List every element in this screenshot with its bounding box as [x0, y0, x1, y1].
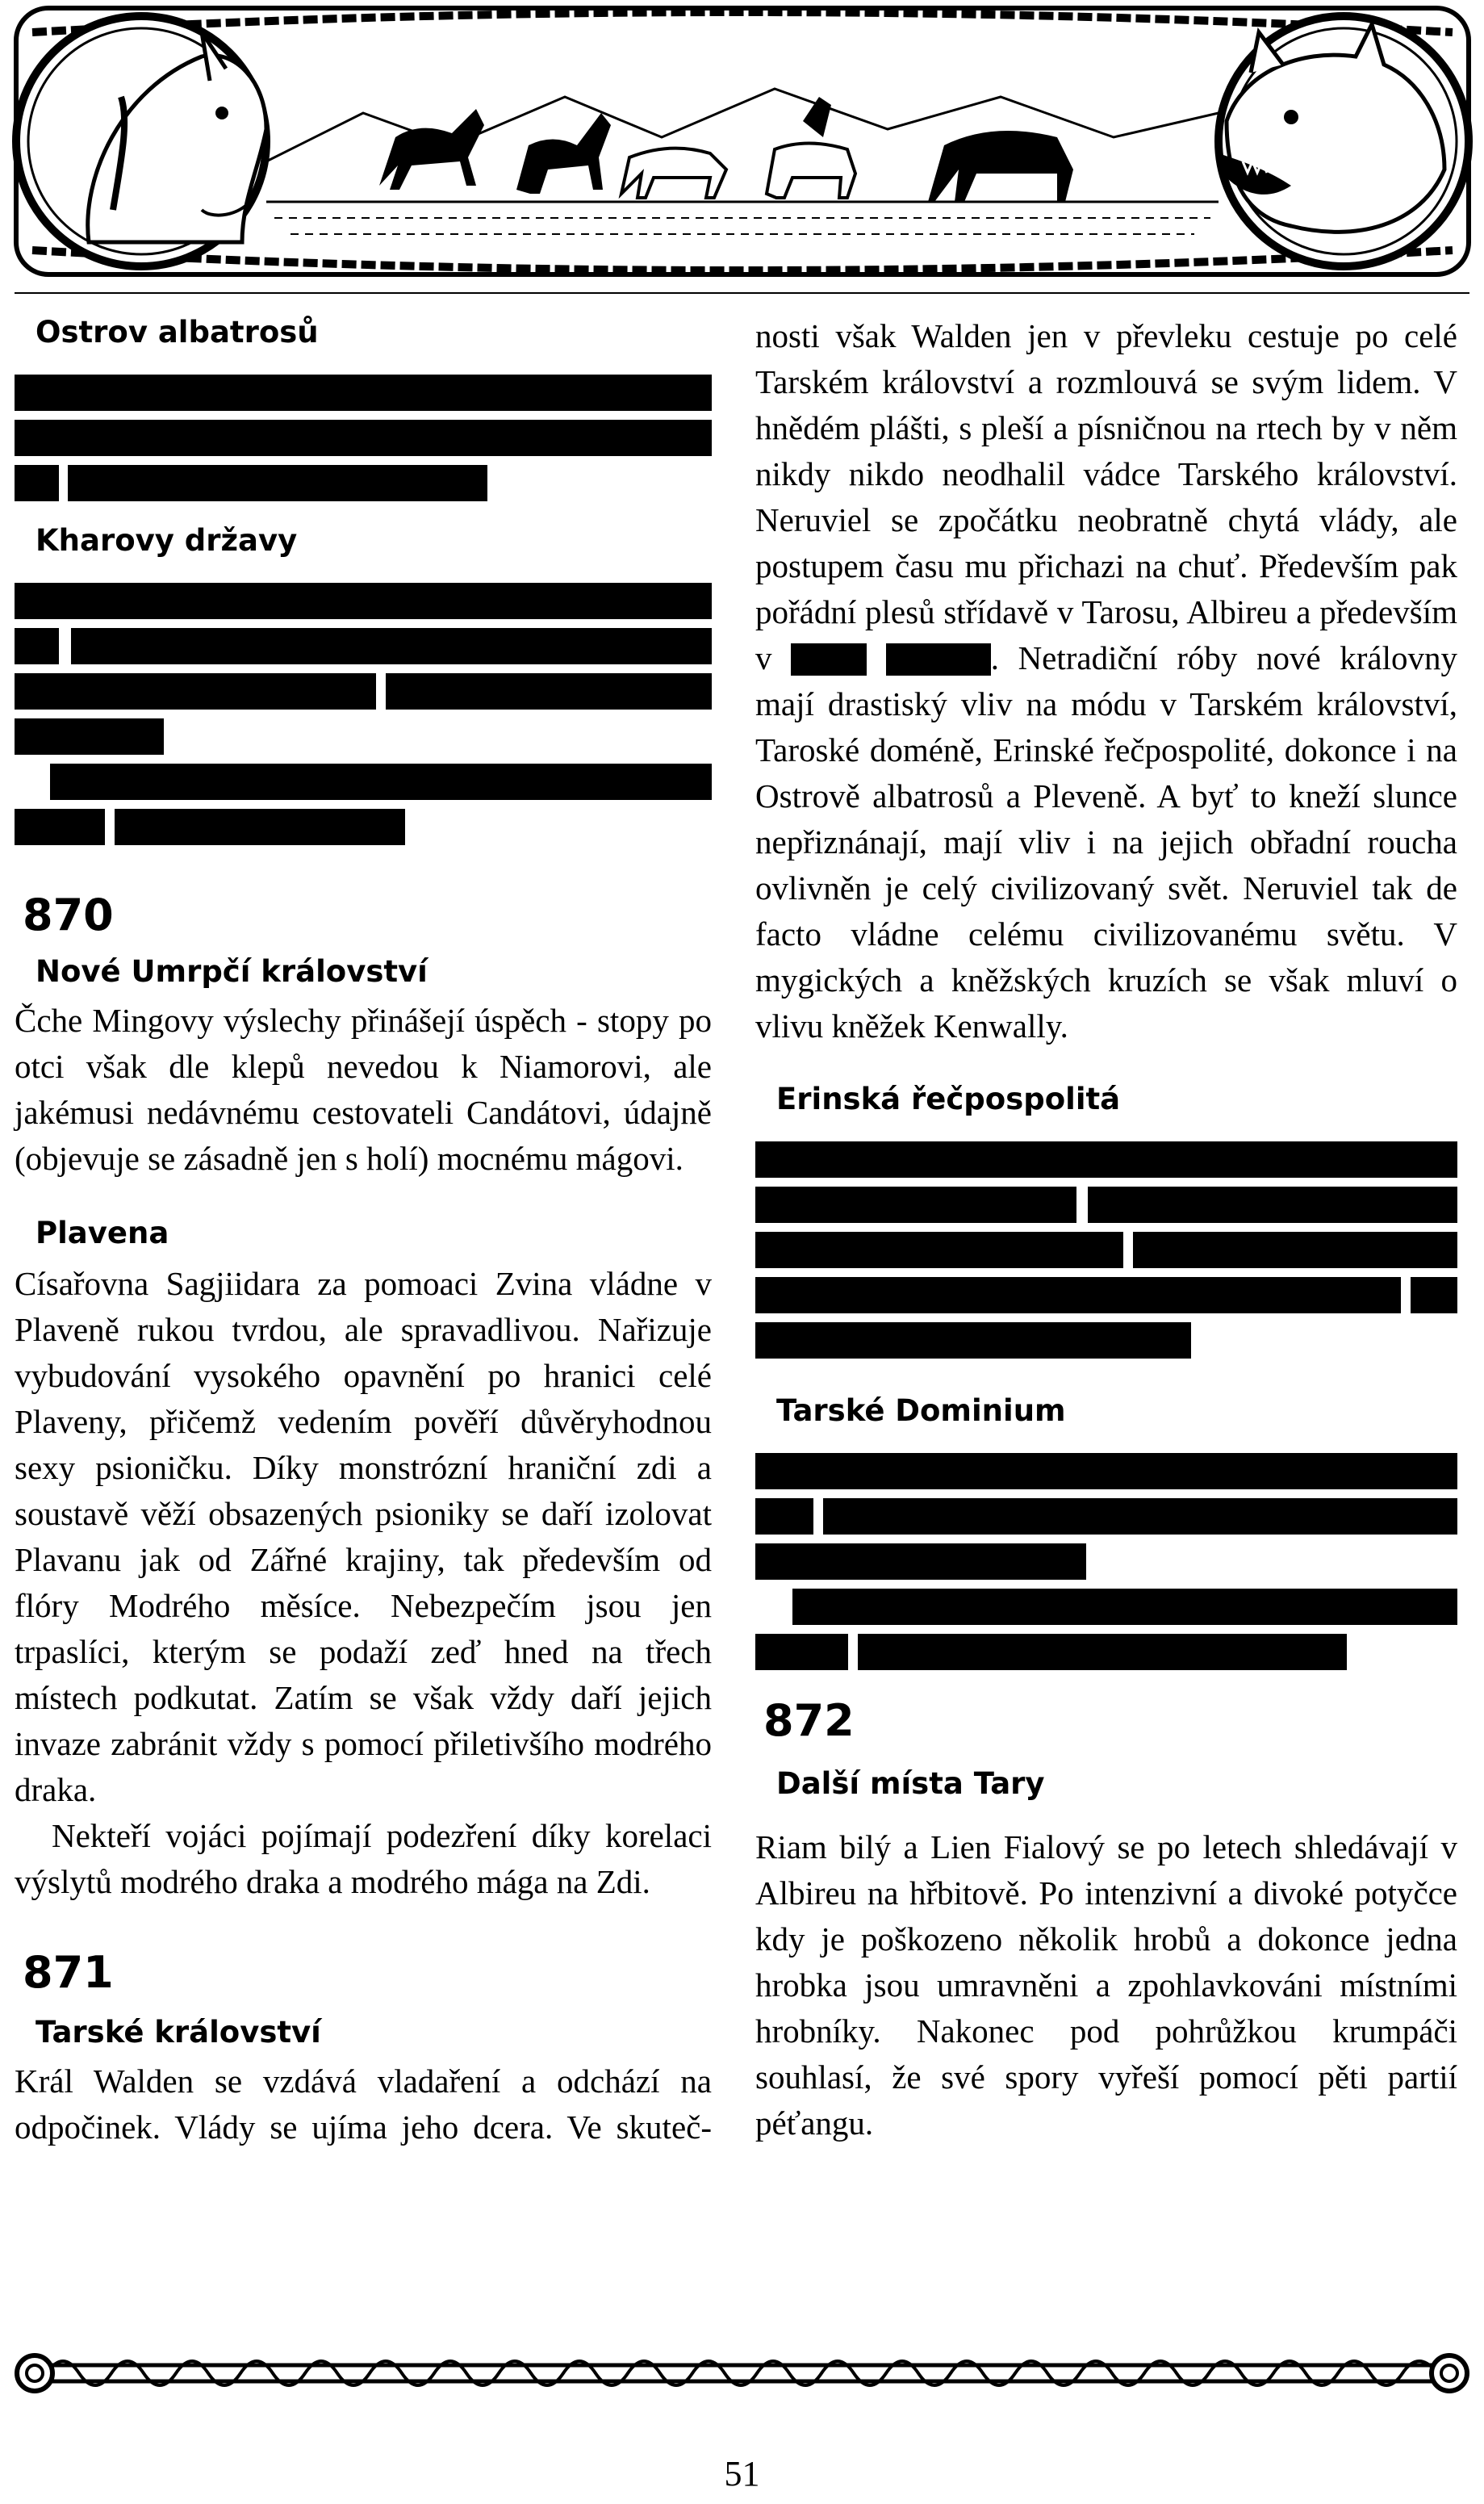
redaction-bar	[755, 1277, 1401, 1313]
page-number: 51	[724, 2454, 760, 2494]
paragraph-871-text-b: . Netradiční róby nové královny mají drastiský vliv na módu v Tarském království, Taroské doméně, Erinské řečpospolité, dokonce i na Ostrově albatrosů a Pleveně. A byť to kneží slunce nepřiznánají, mají vliv i na jejich obřadní roucha ovlivněn je celý civilizovaný svět. Neruviel tak de facto vládne celému civilizovanému světu. V mygických a kněžských kruzích se však mluví o vlivu kněžek Kenwally.	[755, 639, 1458, 1045]
redaction-bar	[755, 1634, 848, 1670]
redaction-bar	[71, 628, 712, 664]
redaction-bar	[755, 1453, 1457, 1489]
redaction-bar	[15, 673, 376, 710]
section-heading-erinska: Erinská řečpospolitá	[776, 1082, 1121, 1116]
paragraph-plavena-2: Nekteří vojáci pojímají podezření díky korelaci výslytů modrého draka a modrého mága na Zdi.	[15, 1817, 712, 1900]
horse-head-medallion-icon	[16, 16, 266, 266]
redaction-bar	[755, 1498, 813, 1535]
redaction-bar	[68, 465, 487, 501]
redaction-bar	[792, 1589, 1457, 1625]
redaction-bar	[15, 628, 59, 664]
section-heading-871: Tarské království	[36, 2015, 321, 2050]
section-heading-plavena: Plavena	[36, 1216, 169, 1250]
paragraph-870: Čche Mingovy výslechy přinášejí úspěch - stopy po otci však dle klepů nevedou k Niamorovi, ale jakémusi nedávnému cestovateli Candátovi, údajně (objevuje se zásadně jen s holí) mocnému mágovi.	[15, 1002, 712, 1177]
redaction-bar	[755, 1232, 1123, 1268]
section-heading-kharovy: Kharovy državy	[36, 523, 298, 558]
redaction-bar	[15, 465, 59, 501]
redacted-block	[755, 1119, 1457, 1361]
redaction-bar	[755, 1322, 1191, 1359]
redaction-bar	[15, 583, 712, 619]
redaction-bar	[823, 1498, 1457, 1535]
paragraph-872: Riam bilý a Lien Fialový se po letech shledávají v Albireu na hřbitově. Po intenzivní a divoké potyčce kdy je poškozeno několik hrobů a dokonce jedna hrobka jsou umravněni a zpohlavkováni místními hrobníky. Nakonec pod pohrůžkou krumpáči souhlasí, že své spory vyřeší pomocí pěti partií péťangu.	[755, 1828, 1457, 2142]
top-rule	[15, 292, 1469, 294]
redaction-bar	[755, 1141, 1457, 1178]
redaction-bar	[1411, 1277, 1457, 1313]
redaction-bar	[1088, 1187, 1457, 1223]
inline-redaction	[791, 643, 867, 676]
left-column	[15, 307, 712, 2150]
section-heading-870: Nové Umrpčí království	[36, 954, 428, 989]
redacted-block	[755, 1430, 1457, 1673]
redaction-bar	[755, 1543, 1086, 1580]
header-banner-illustration	[0, 0, 1484, 283]
redaction-bar	[15, 718, 164, 755]
redaction-bar	[386, 673, 712, 710]
section-number-871: 871	[23, 1947, 114, 1998]
redacted-block	[15, 352, 712, 505]
section-heading-872: Další místa Tary	[776, 1766, 1045, 1801]
inline-redaction	[886, 643, 991, 676]
paragraph-plavena-1: Císařovna Sagjiidara za pomoaci Zvina vládne v Plaveně rukou tvrdou, ale spravadlivou. Nařizuje vybudování vysokého opavnění po hranici celé Plaveny, přičemž vedením pověří důvěryhodnou sexy psioničku. Díky monstrózní hraniční zdi a soustavě věží obsazených psioniky se daří izolovat Plavanu jak od Zářné krajiny, tak především od flóry Modrého měsíce. Nebezpečím jsou jen trpaslíci, kterým se podaží zeď hned na třech místech podkutat. Zatím se však vždy daří jejich invaze zabránit vždy s pomocí přiletivšího modrého draka.	[15, 1265, 712, 1808]
right-column	[755, 307, 1457, 2146]
section-heading-ostrov: Ostrov albatrosů	[36, 315, 319, 350]
redaction-bar	[755, 1187, 1076, 1223]
bottom-ornament-rule	[15, 2349, 1469, 2397]
redaction-bar	[115, 809, 405, 845]
redaction-bar	[50, 764, 712, 800]
redaction-bar	[1133, 1232, 1457, 1268]
redacted-block	[15, 560, 712, 848]
section-heading-dominium: Tarské Dominium	[776, 1393, 1066, 1428]
redaction-bar	[858, 1634, 1347, 1670]
redaction-bar	[15, 375, 712, 411]
paragraph-871-start: Král Walden se vzdává vladaření a odchází na odpočinek. Vlády se ujíma jeho dcera. Ve skuteč-	[15, 2062, 712, 2146]
section-number-872: 872	[763, 1695, 855, 1746]
section-number-870: 870	[23, 890, 114, 940]
paragraph-871-continued	[755, 313, 1457, 1049]
paragraph-871-text-a: nosti však Walden jen v převleku cestuje po celé Tarském království a rozmlouvá se svým lidem. V hnědém plášti, s pleší a písničnou na rtech by v něm nikdy nikdo neodhalil vádce Tarského království. Neruviel se zpočátku neobratně chytá vlády, ale postupem času mu přichazi na chuť. Především pak pořádní plesů střídavě v Tarosu, Albireu a především v	[755, 317, 1457, 676]
wolf-head-medallion-icon	[1219, 16, 1469, 266]
redaction-bar	[15, 420, 712, 456]
plains-landscape	[266, 89, 1219, 234]
redaction-bar	[15, 809, 105, 845]
